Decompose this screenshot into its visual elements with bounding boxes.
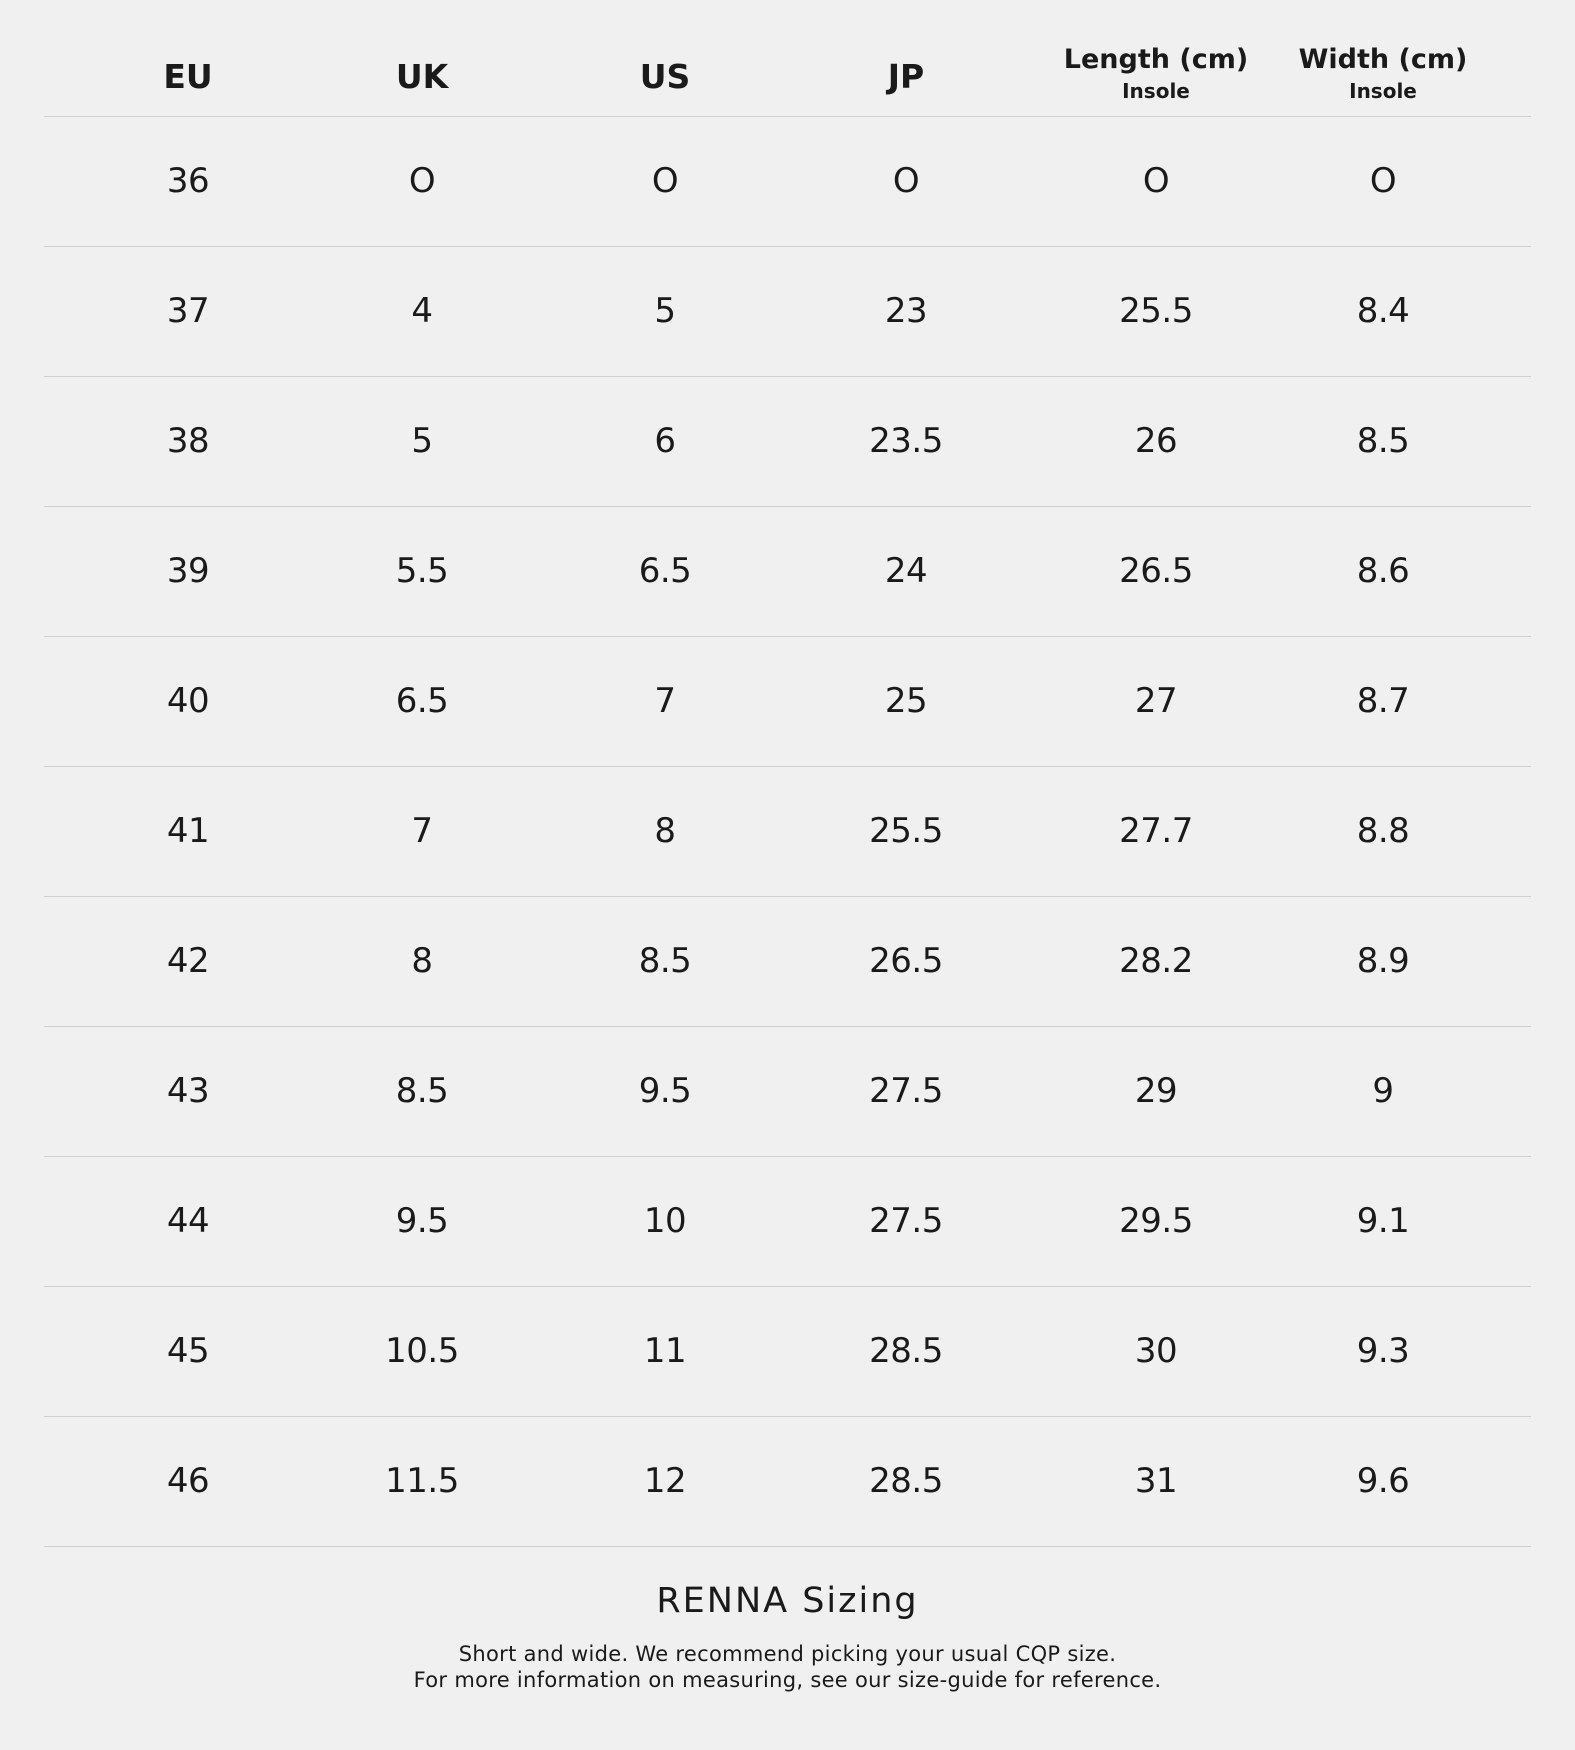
header-uk: UK bbox=[395, 57, 449, 96]
cell-eu: 42 bbox=[166, 941, 210, 981]
table-row bbox=[44, 1287, 1531, 1417]
cell-eu: 46 bbox=[166, 1461, 210, 1501]
table-body bbox=[44, 117, 1531, 1547]
cell-eu: 37 bbox=[166, 291, 210, 331]
cell-eu: 40 bbox=[166, 681, 210, 721]
header-eu: EU bbox=[163, 57, 213, 96]
sizing-title: RENNA Sizing bbox=[656, 1581, 919, 1621]
cell-jp: 27.5 bbox=[869, 1201, 943, 1241]
sizing-description bbox=[0, 1641, 1575, 1693]
cell-us: 6 bbox=[654, 421, 676, 461]
table-row bbox=[44, 1027, 1531, 1157]
cell-length: 27 bbox=[1134, 681, 1178, 721]
header-length-label: Length (cm) bbox=[1063, 44, 1249, 75]
cell-us: 7 bbox=[654, 681, 676, 721]
table-row bbox=[44, 1157, 1531, 1287]
cell-length: 30 bbox=[1134, 1331, 1178, 1371]
header-length-sub: Insole bbox=[1122, 79, 1190, 103]
table-header-row bbox=[44, 0, 1531, 117]
cell-us: 9.5 bbox=[638, 1071, 692, 1111]
cell-eu: 41 bbox=[166, 811, 210, 851]
cell-length: 28.2 bbox=[1119, 941, 1193, 981]
cell-length: 31 bbox=[1134, 1461, 1178, 1501]
cell-us: O bbox=[651, 161, 679, 201]
cell-width: 8.6 bbox=[1356, 551, 1410, 591]
cell-uk: 8.5 bbox=[395, 1071, 449, 1111]
cell-uk: 5.5 bbox=[395, 551, 449, 591]
cell-jp: 27.5 bbox=[869, 1071, 943, 1111]
cell-us: 6.5 bbox=[638, 551, 692, 591]
cell-width: 8.5 bbox=[1356, 421, 1410, 461]
cell-length: 26.5 bbox=[1119, 551, 1193, 591]
cell-us: 11 bbox=[643, 1331, 687, 1371]
cell-jp: 23 bbox=[884, 291, 928, 331]
cell-uk: 10.5 bbox=[385, 1331, 459, 1371]
table-row bbox=[44, 767, 1531, 897]
cell-length: 27.7 bbox=[1119, 811, 1193, 851]
cell-length: 25.5 bbox=[1119, 291, 1193, 331]
size-chart-table bbox=[44, 0, 1531, 1547]
cell-width: 9 bbox=[1372, 1071, 1394, 1111]
table-row bbox=[44, 637, 1531, 767]
cell-eu: 44 bbox=[166, 1201, 210, 1241]
header-width-label: Width (cm) bbox=[1298, 44, 1468, 75]
cell-length: 26 bbox=[1134, 421, 1178, 461]
cell-us: 5 bbox=[654, 291, 676, 331]
sizing-footer bbox=[0, 1581, 1575, 1693]
cell-length: 29.5 bbox=[1119, 1201, 1193, 1241]
cell-width: 8.7 bbox=[1356, 681, 1410, 721]
cell-jp: 28.5 bbox=[869, 1331, 943, 1371]
header-width-sub: Insole bbox=[1349, 79, 1417, 103]
cell-us: 8.5 bbox=[638, 941, 692, 981]
cell-uk: 8 bbox=[411, 941, 433, 981]
table-row bbox=[44, 117, 1531, 247]
cell-uk: 11.5 bbox=[385, 1461, 459, 1501]
cell-jp: 24 bbox=[884, 551, 928, 591]
cell-width: 8.8 bbox=[1356, 811, 1410, 851]
cell-jp: O bbox=[892, 161, 920, 201]
cell-eu: 45 bbox=[166, 1331, 210, 1371]
cell-jp: 25.5 bbox=[869, 811, 943, 851]
cell-uk: 9.5 bbox=[395, 1201, 449, 1241]
sizing-description-line-2: For more information on measuring, see our size-guide for reference. bbox=[413, 1668, 1162, 1692]
cell-jp: 28.5 bbox=[869, 1461, 943, 1501]
cell-eu: 36 bbox=[166, 161, 210, 201]
cell-uk: 4 bbox=[411, 291, 433, 331]
cell-length: 29 bbox=[1134, 1071, 1178, 1111]
cell-jp: 26.5 bbox=[869, 941, 943, 981]
cell-uk: 7 bbox=[411, 811, 433, 851]
cell-jp: 23.5 bbox=[869, 421, 943, 461]
header-us: US bbox=[639, 57, 691, 96]
table-row bbox=[44, 507, 1531, 637]
cell-width: 9.1 bbox=[1356, 1201, 1410, 1241]
table-row bbox=[44, 377, 1531, 507]
cell-us: 12 bbox=[643, 1461, 687, 1501]
cell-us: 10 bbox=[643, 1201, 687, 1241]
cell-width: 8.4 bbox=[1356, 291, 1410, 331]
cell-uk: 6.5 bbox=[395, 681, 449, 721]
cell-us: 8 bbox=[654, 811, 676, 851]
cell-eu: 38 bbox=[166, 421, 210, 461]
cell-uk: 5 bbox=[411, 421, 433, 461]
cell-eu: 43 bbox=[166, 1071, 210, 1111]
cell-width: 9.6 bbox=[1356, 1461, 1410, 1501]
sizing-description-line-1: Short and wide. We recommend picking your usual CQP size. bbox=[458, 1642, 1117, 1666]
cell-width: 8.9 bbox=[1356, 941, 1410, 981]
cell-width: O bbox=[1369, 161, 1397, 201]
cell-jp: 25 bbox=[884, 681, 928, 721]
header-jp: JP bbox=[887, 57, 925, 96]
table-row bbox=[44, 247, 1531, 377]
cell-uk: O bbox=[408, 161, 436, 201]
cell-eu: 39 bbox=[166, 551, 210, 591]
cell-width: 9.3 bbox=[1356, 1331, 1410, 1371]
table-row bbox=[44, 1417, 1531, 1547]
table-row bbox=[44, 897, 1531, 1027]
cell-length: O bbox=[1142, 161, 1170, 201]
